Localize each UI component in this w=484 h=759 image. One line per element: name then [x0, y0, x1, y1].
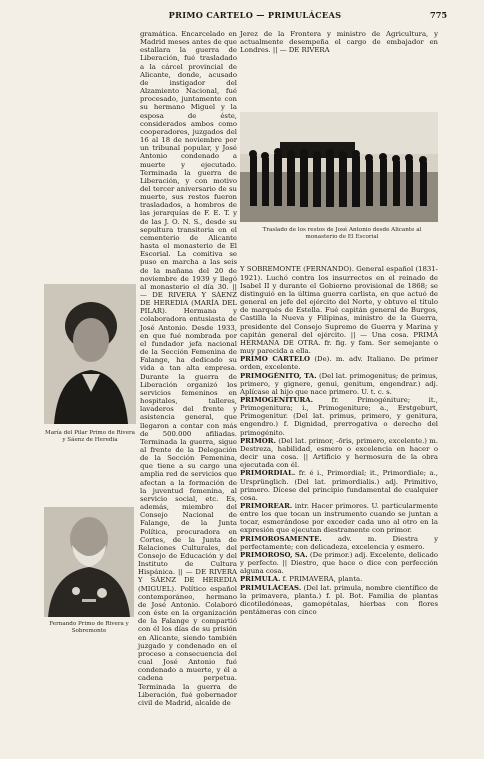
entry-body: (De primor.) adj. Excelente, delicado y perfecto. || Diestro, que hace o dice con perfección alguna cosa.: [240, 550, 439, 576]
entry-primorosamente: [240, 535, 438, 551]
right-column: [240, 30, 438, 616]
entry-primor: [240, 437, 438, 470]
entry-body: adv. m. Diestra y perfectamente; con delicadeza, excelencia y esmero.: [240, 534, 438, 551]
left-column-text: gramática. Encarcelado en Madrid meses antes de que estallara la guerra de Liberación, fué trasladado a la cárcel provincial de Alicante, donde, acusado de instigador del Alzamiento Nacional, fué procesado, juntamente con su hermano Miguel y la esposa de éste, considerados ambos como cooperadores, juzgados del 16 al 18 de noviembre por un tribunal popular, y José Antonio condenado a muerte y ejecutado. Terminada la guerra de Liberación, y con motivo del tercer aniversario de su muerte, sus restos fueron trasladados, a hombros de las jerarquías de F. E. T. y de las J. O. N. S., desde su sepultura transitoria en el cementerio de Alicante hasta el monasterio de El Escorial. La comitiva se puso en marcha a las seis de la mañana del 20 de noviembre de 1939 y llegó al monasterio el día 30. || — DE RIVERA Y SÁENZ DE HEREDIA (MARÍA DEL PILAR). Hermana y colaboradora entusiasta de José Antonio. Desde 1933, en que fué nombrada por el fundador jefa nacional de la Sección Femenina de Falange, ha dedicado su vida a tan alta empresa. Durante la guerra de Liberación organizó los servicios femeninos en hospitales, talleres, lavaderos del frente y asistencia general, que llegaron a contar con más de 500.000 afiliadas. Terminada la guerra, sigue al frente de la Delegación de la Sección Femenina, que tiene a su cargo una amplia red de servicios que afectan a la formación de la juventud femenina, al servicio social, etc. Es, además, miembro del Consejo Nacional de Falange, de la Junta Política, procuradora en Cortes, de la Junta de Relaciones Culturales, del Consejo de Educación y del Instituto de Cultura Hispánica. || — DE RIVERA Y SÁENZ DE HEREDIA (MIGUEL). Político español contemporáneo, hermano de José Antonio. Colaboró con éste en la organización de la Falange y compartió con él los días de su prisión en Alicante, siendo también juzgado y condenado en el proceso a consecuencia del cual José Antonio fué condenado a muerte, y él a cadena perpetua. Terminada la guerra de Liberación, fué gobernador civil de Madrid, alcalde de: [138, 30, 237, 707]
entry-head: PRIMULÁCEAS.: [240, 583, 302, 592]
entry-head: PRIMOGÉNITO, TA.: [240, 371, 317, 380]
page-number: 775: [430, 10, 448, 20]
pilar-float-spacer: [44, 284, 140, 538]
left-column: [44, 30, 237, 759]
fernando-entry: Y SOBREMONTE (FERNANDO). General español (1831-1921). Luchó contra los insurrectos en el reinado de Isabel II y durante el Gobierno provisional de 1868; se distinguió en la última guerra carlista, en que actuó de general en jefe del ejército del Norte, y obtuvo el título de marqués de Estella. Fué capitán general de Burgos, Castilla la Nueva y Filipinas, ministro de la Guerra, presidente del Consejo Supremo de Guerra y Marina y capitán general del ejército. || — Una cosa. PRIMA HERMANA DE OTRA. fr. fig. y fam. Ser semejante o muy parecida a ella.: [240, 265, 438, 356]
entry-primogenitura: [240, 396, 438, 437]
fernando-float-spacer: [44, 623, 138, 759]
entry-head: PRIMORDIAL.: [240, 469, 296, 478]
entry-body: (De). m. adv. Italiano. De primer orden, excelente.: [240, 355, 438, 372]
entry-primulaceas: [240, 584, 438, 617]
entry-primorear: [240, 502, 438, 535]
procession-caption: Traslado de los restos de José Antonio desde Alicante al monasterio de El Escorial: [262, 227, 422, 240]
entry-body: fr. Primogéniture; it., Primogenitura; i., Primogeniture; a., Erstgeburt, Primogenitur. (Del lat. primus, primero, y genitura, engendro.) f. Dignidad, prerrogativa o derecho del primogénito.: [240, 395, 438, 437]
fernando-caption: Fernando Primo de Rivera y Sobremonte: [49, 621, 129, 634]
entry-head: PRIMOROSAMENTE.: [240, 534, 322, 543]
entry-head: PRIMOREAR.: [240, 502, 293, 510]
running-title: PRIMO CARTELO — PRIMULÁCEAS: [168, 10, 342, 20]
photo-spacer: [240, 54, 438, 265]
entry-body: (Del lat. primor, -ōris, primero, excelente.) m. Destreza, habilidad, esmero o excelencia en hacer o decir una cosa. || Artificio y hermosura de la obra ejecutada con él.: [240, 436, 438, 470]
entry-primo-cartelo: [240, 355, 438, 371]
pilar-caption: María del Pilar Primo de Rivera y Sáenz de Heredia: [44, 430, 136, 443]
page-header: [0, 10, 484, 24]
dictionary-entries: [240, 355, 438, 616]
right-top-text: Jerez de la Frontera y ministro de Agricultura, y actualmente desempeña el cargo de embajador en Londres. || — DE RIVERA: [240, 30, 438, 55]
entry-primogenito: [240, 372, 438, 396]
entry-body: fr. é i., Primordial; it., Primordiale; a., Ursprünglich. (Del lat. primordialis.) adj. Primitivo, primero. Dícese del principio fundamental de cualquier cosa.: [240, 469, 438, 502]
entry-body: intr. Hacer primores. U. particularmente entre los que tocan un instrumento cuando se juntan a tocar, esmerándose por exceder cada uno al otro en la expresión que ejecutan diestramente con primor.: [240, 502, 438, 535]
entry-primoroso: [240, 551, 438, 575]
entry-head: PRIMOGENITURA.: [240, 395, 314, 404]
entry-primordial: [240, 469, 438, 502]
entry-head: PRIMO CARTELO: [240, 355, 310, 364]
entry-body: (Del lat. primula, nombre científico de la primavera, planta.) f. pl. Bot. Familia de plantas dicotiledóneas, gamopétalas, hierbas con flores pentámeras con cinco: [240, 583, 438, 617]
entry-head: PRIMULA.: [240, 575, 281, 584]
entry-body: f. PRIMAVERA, planta.: [282, 575, 363, 584]
entry-head: PRIMOROSO, SA.: [240, 550, 308, 559]
entry-head: PRIMOR.: [240, 436, 276, 445]
entry-body: (Del lat. primogenitus; de primus, primero, y gignere, genui, genitum, engendrar.) adj. Aplícase al hijo que nace primero. U. t. c. s.: [240, 371, 438, 396]
entry-primula: [240, 575, 438, 583]
